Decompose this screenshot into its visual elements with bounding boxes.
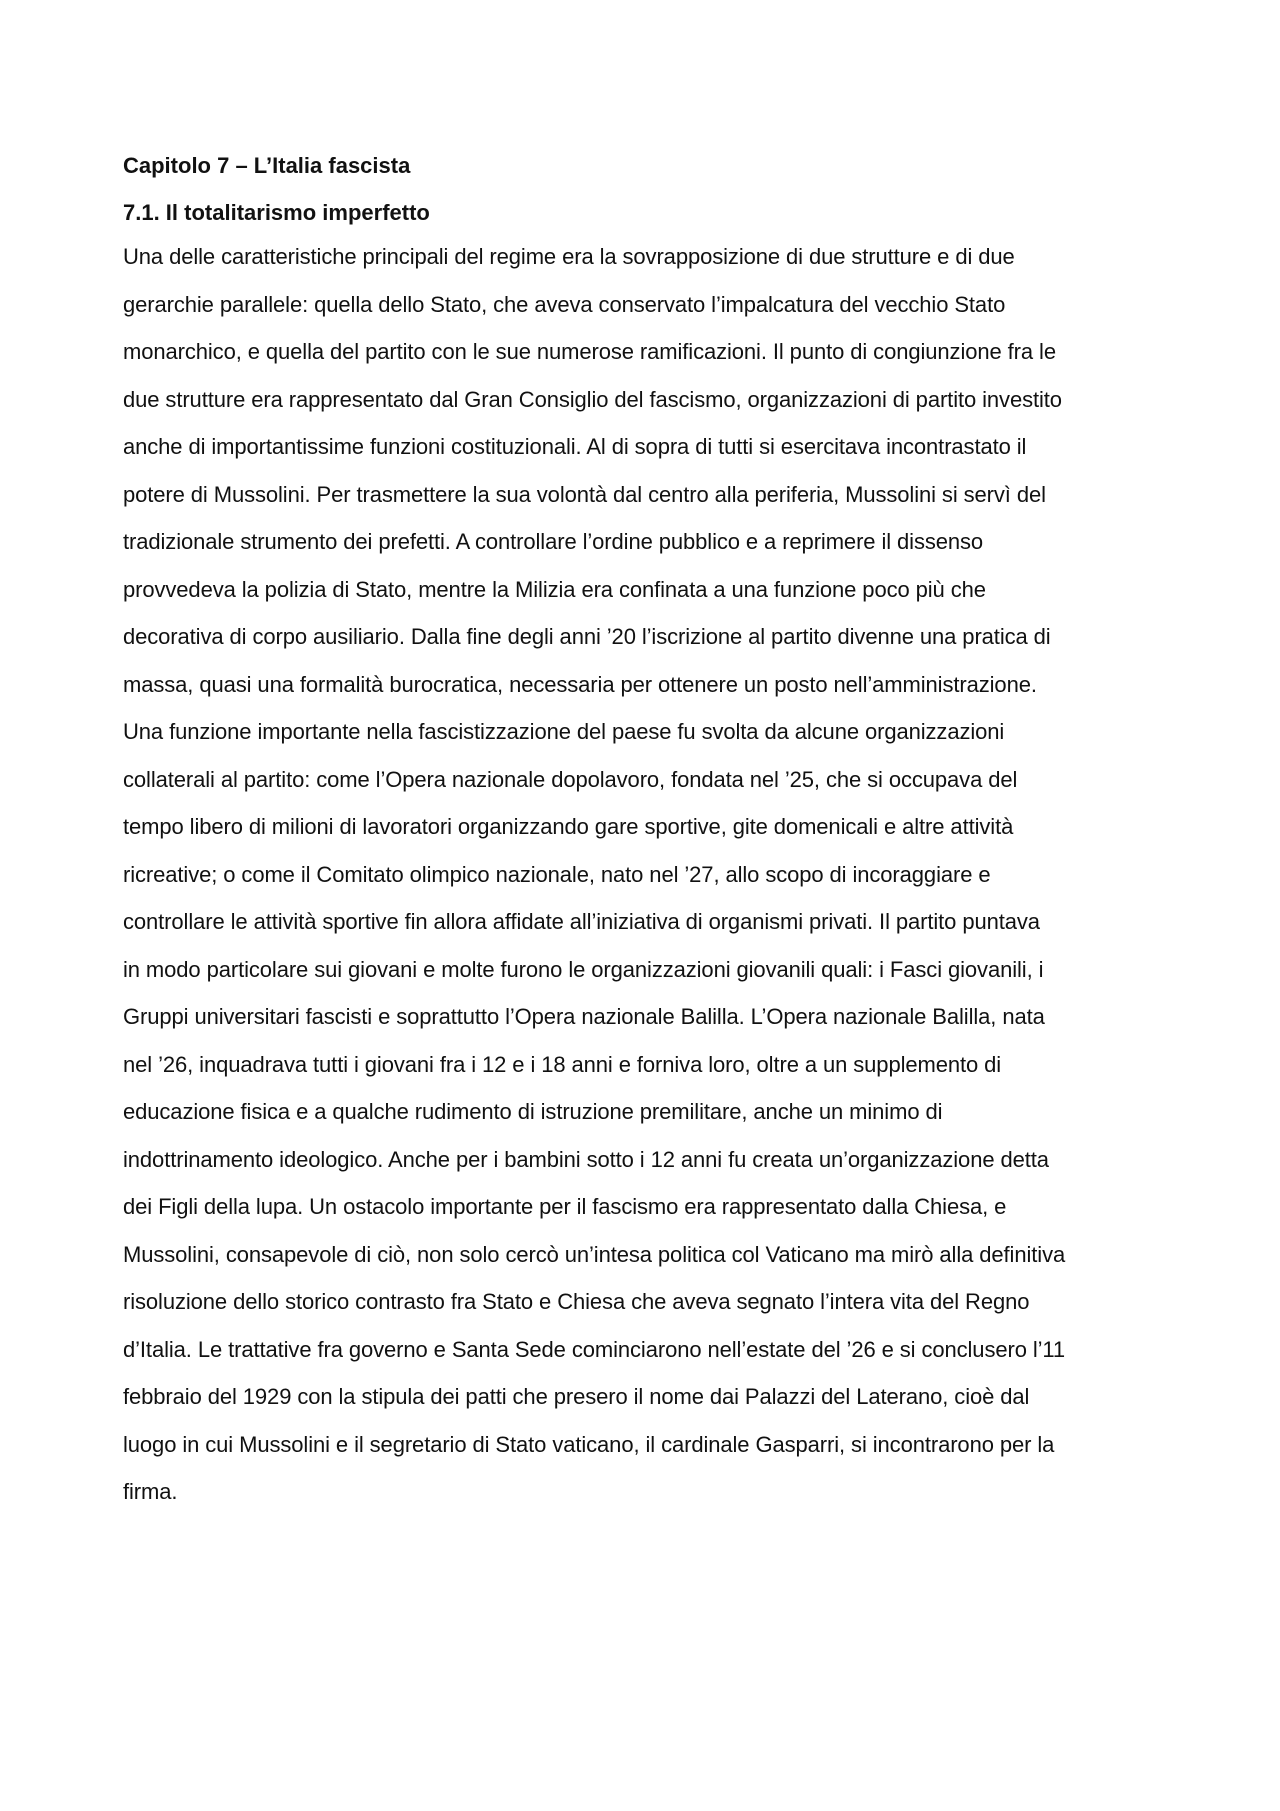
text-line: d’Italia. Le trattative fra governo e Santa Sede cominciarono nell’estate del ’26 e si conclusero l’11 — [123, 1336, 1066, 1362]
text-line: collaterali al partito: come l’Opera nazionale dopolavoro, fondata nel ’25, che si occupava del — [123, 766, 1018, 792]
text-line: due strutture era rappresentato dal Gran Consiglio del fascismo, organizzazioni di partito investito — [123, 386, 1062, 412]
text-line: risoluzione dello storico contrasto fra Stato e Chiesa che aveva segnato l’intera vita del Regno — [123, 1289, 1030, 1314]
text-line: dei Figli della lupa. Un ostacolo importante per il fascismo era rappresentato dalla Chiesa, e — [123, 1194, 1007, 1219]
text-line: tempo libero di milioni di lavoratori organizzando gare sportive, gite domenicali e altre attività — [123, 814, 1014, 839]
text-line: anche di importantissime funzioni costituzionali. Al di sopra di tutti si esercitava incontrastato il — [123, 434, 1027, 459]
text-line: massa, quasi una formalità burocratica, necessaria per ottenere un posto nell’amministrazione. — [123, 671, 1037, 697]
text-line: Mussolini, consapevole di ciò, non solo cercò un’intesa politica col Vaticano ma mirò alla definitiva — [123, 1241, 1066, 1267]
text-line: monarchico, e quella del partito con le sue numerose ramificazioni. Il punto di congiunzione fra le — [123, 339, 1056, 364]
chapter-title: Capitolo 7 – L’Italia fascista — [123, 153, 411, 178]
text-line: ricreative; o come il Comitato olimpico nazionale, nato nel ’27, allo scopo di incoraggiare e — [123, 861, 991, 887]
text-line: Gruppi universitari fascisti e soprattutto l’Opera nazionale Balilla. L’Opera nazionale Balilla, nata — [123, 1004, 1045, 1029]
text-line: tradizionale strumento dei prefetti. A controllare l’ordine pubblico e a reprimere il dissenso — [123, 529, 984, 554]
text-line: Una funzione importante nella fascistizzazione del paese fu svolta da alcune organizzazioni — [123, 719, 1005, 744]
text-line: indottrinamento ideologico. Anche per i bambini sotto i 12 anni fu creata un’organizzazione detta — [123, 1146, 1049, 1172]
section-title: 7.1. Il totalitarismo imperfetto — [123, 200, 430, 225]
body-paragraph — [123, 233, 1163, 1516]
text-line: luogo in cui Mussolini e il segretario di Stato vaticano, il cardinale Gasparri, si incontrarono per la — [123, 1431, 1055, 1457]
text-line: gerarchie parallele: quella dello Stato, che aveva conservato l’impalcatura del vecchio Stato — [123, 291, 1006, 317]
text-line: in modo particolare sui giovani e molte furono le organizzazioni giovanili quali: i Fasci giovanili, i — [123, 956, 1044, 982]
text-line: Una delle caratteristiche principali del regime era la sovrapposizione di due strutture e di due — [123, 244, 1015, 269]
text-line: decorativa di corpo ausiliario. Dalla fine degli anni ’20 l’iscrizione al partito divenne una pratica di — [123, 624, 1051, 649]
text-line: firma. — [123, 1479, 178, 1504]
text-line: potere di Mussolini. Per trasmettere la sua volontà dal centro alla periferia, Mussolini si servì del — [123, 481, 1046, 507]
text-line: nel ’26, inquadrava tutti i giovani fra i 12 e i 18 anni e forniva loro, oltre a un supplemento di — [123, 1051, 1002, 1077]
text-line: educazione fisica e a qualche rudimento di istruzione premilitare, anche un minimo di — [123, 1099, 943, 1124]
text-line: provvedeva la polizia di Stato, mentre la Milizia era confinata a una funzione poco più che — [123, 576, 986, 602]
text-line: controllare le attività sportive fin allora affidate all’iniziativa di organismi privati. Il partito puntava — [123, 909, 1040, 934]
document-content — [123, 152, 1163, 1516]
text-line: febbraio del 1929 con la stipula dei patti che presero il nome dai Palazzi del Laterano, cioè dal — [123, 1384, 1030, 1409]
